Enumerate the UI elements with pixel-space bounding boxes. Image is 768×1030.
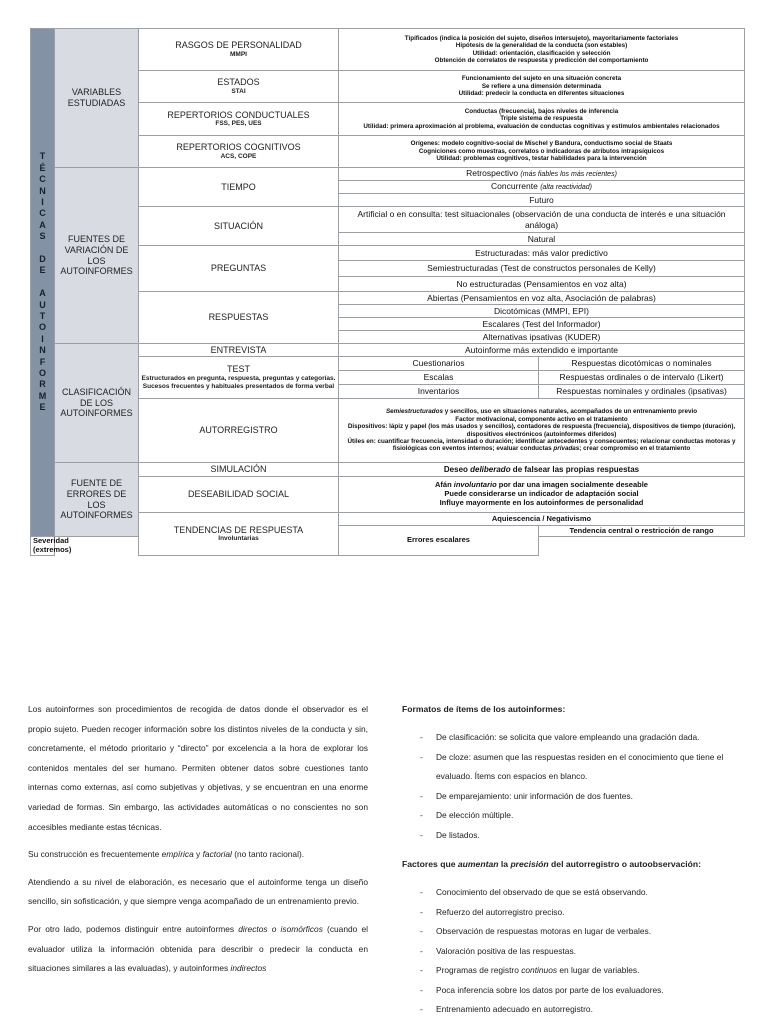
vertical-title-letter: A: [39, 288, 46, 299]
left-column-text: [28, 700, 368, 987]
vertical-title-letter: R: [39, 379, 46, 390]
summary-table-wrap: [30, 28, 744, 556]
subcat-respuestas: RESPUESTAS: [139, 292, 339, 344]
paragraph-4: Por otro lado, podemos distinguir entre autoinformes directos o isomórficos (cuando el evaluador utiliza la información obtenida para describir o predecir la conducta en situaciones similares a las evaluadas), y autoinformes indirectos: [28, 923, 368, 974]
value-resp-abiertas: Abiertas (Pensamientos en voz alta, Asociación de palabras): [339, 292, 745, 305]
row-deseabilidad: [31, 477, 745, 513]
vertical-title-letter: N: [39, 185, 46, 196]
vertical-title-letter: [41, 277, 44, 288]
list-item: - Conocimiento del observado de que se está observando.: [402, 883, 742, 903]
list-item: - Refuerzo del autorregistro preciso.: [402, 903, 742, 923]
list-item: - Programas de registro continuos en lugar de variables.: [402, 961, 742, 981]
subcat-tendencias: TENDENCIAS DE RESPUESTA Involuntarias: [139, 513, 339, 556]
value-inventarios-resp: Respuestas nominales y ordinales (ipsativas): [539, 385, 745, 399]
subcat-estados: ESTADOS STAI: [139, 71, 339, 103]
row-rep-conductuales: [31, 103, 745, 136]
subcat-deseabilidad: DESEABILIDAD SOCIAL: [139, 477, 339, 513]
subcat-simulacion: SIMULACIÓN: [139, 463, 339, 477]
list-item: - De cloze: asumen que las respuestas residen en el conocimiento que tiene el evaluado. Ítems con espacios en blanco.: [402, 748, 742, 787]
row-rep-cognitivos: [31, 136, 745, 168]
subcat-preguntas: PREGUNTAS: [139, 246, 339, 292]
value-preg-estructuradas: Estructuradas: más valor predictivo: [339, 246, 745, 261]
row-respuestas-1: [31, 292, 745, 305]
list-item: - De elección múltiple.: [402, 806, 742, 826]
subcat-rep-cognitivos: REPERTORIOS COGNITIVOS ACS, COPE: [139, 136, 339, 168]
list-item: - De listados.: [402, 826, 742, 846]
list-item: - Observación de respuestas motoras en lugar de verbales.: [402, 922, 742, 942]
subcat-test: TEST Estructurados en pregunta, respuesta, preguntas y categorías. Sucesos frecuentes y habituales presentados de forma verbal: [139, 357, 339, 399]
summary-table: [30, 28, 745, 556]
vertical-title: [31, 29, 55, 537]
right-column-text: [402, 700, 742, 1030]
vertical-title-letter: D: [39, 253, 46, 264]
paragraph-3: Atendiendo a su nivel de elaboración, es necesario que el autoinforme tenga un diseño sencillo, sin sofisticación, y que siempre venga acompañado de un entrenamiento previo.: [28, 876, 368, 907]
value-artificial: Artificial o en consulta: test situacionales (observación de una conducta de interés e una situación análoga): [339, 207, 745, 233]
vertical-title-letter: U: [39, 299, 46, 310]
row-situacion-1: [31, 207, 745, 233]
list-factores: [402, 883, 742, 1020]
vertical-title-letter: M: [38, 390, 47, 401]
value-preg-semiestructuradas: Semiestructuradas (Test de constructos personales de Kelly): [339, 261, 745, 277]
list-item: - Entrenamiento adecuado en autorregistro.: [402, 1000, 742, 1020]
value-natural: Natural: [339, 233, 745, 246]
subcat-autorregistro: AUTORREGISTRO: [139, 399, 339, 463]
vertical-title-letter: I: [41, 196, 44, 207]
heading-formatos: Formatos de ítems de los autoinformes:: [402, 704, 566, 714]
value-simulacion: Deseo deliberado de falsear las propias respuestas: [339, 463, 745, 477]
row-entrevista: [31, 344, 745, 357]
vertical-title-letter: [41, 243, 44, 254]
subcat-rep-conductuales: REPERTORIOS CONDUCTUALES FSS, PES, UES: [139, 103, 339, 136]
row-rasgos: [31, 29, 745, 71]
row-simulacion: [31, 463, 745, 477]
value-concurrente: Concurrente (alta reactividad): [339, 181, 745, 194]
value-escalas-resp: Respuestas ordinales o de intervalo (Likert): [539, 371, 745, 385]
vertical-title-letter: C: [39, 174, 46, 185]
value-preg-noestructuradas: No estructuradas (Pensamientos en voz alta): [339, 277, 745, 292]
value-futuro: Futuro: [339, 194, 745, 207]
row-test-1: [31, 357, 745, 371]
desc-rep-cognitivos: Orígenes: modelo cognitivo-social de Mischel y Bandura, conductismo social de Staats Cogniciones como muestras, correlatos o indicadoras de atributos intrapsíquicos Utilidad: problemas cognitivos, testar habilidades para la intervención: [339, 136, 745, 168]
value-resp-ipsativas: Alternativas ipsativas (KUDER): [339, 331, 745, 344]
vertical-title-letter: O: [38, 368, 46, 379]
subcat-situacion: SITUACIÓN: [139, 207, 339, 246]
vertical-title-letter: T: [39, 311, 46, 322]
list-formatos: [402, 728, 742, 845]
vertical-title-letter: E: [39, 402, 46, 413]
value-aquiescencia: Aquiescencia / Negativismo: [339, 513, 745, 526]
value-tendencia-central: Tendencia central o restricción de rango: [539, 526, 745, 537]
category-clasificacion: CLASIFICACIÓN DE LOS AUTOINFORMES: [55, 344, 139, 463]
subcat-rasgos: RASGOS DE PERSONALIDAD MMPI: [139, 29, 339, 71]
subcat-entrevista: ENTREVISTA: [139, 344, 339, 357]
vertical-title-letter: T: [39, 151, 46, 162]
value-entrevista: Autoinforme más extendido e importante: [339, 344, 745, 357]
category-errores: FUENTE DE ERRORES DE LOS AUTOINFORMES: [55, 463, 139, 537]
vertical-title-letter: É: [39, 162, 46, 173]
value-resp-escalares: Escalares (Test del Informador): [339, 318, 745, 331]
category-fuentes: FUENTES DE VARIACIÓN DE LOS AUTOINFORMES: [55, 168, 139, 344]
vertical-title-letter: C: [39, 208, 46, 219]
paragraph-2: Su construcción es frecuentemente empírica y factorial (no tanto racional).: [28, 849, 305, 860]
desc-estados: Funcionamiento del sujeto en una situación concreta Se refiere a una dimensión determinada Utilidad: predecir la conducta en diferentes situaciones: [339, 71, 745, 103]
row-autorregistro: [31, 399, 745, 463]
value-escalas: Escalas: [339, 371, 539, 385]
vertical-title-letter: E: [39, 265, 46, 276]
value-severidad: Severidad (extremos): [31, 537, 55, 556]
value-cuestionarios-resp: Respuestas dicotómicas o nominales: [539, 357, 745, 371]
desc-autorregistro: Semiestructurados y sencillos, uso en situaciones naturales, acompañados de un entrenamiento previo Factor motivacional, componente activo en el tratamiento Dispositivos: lápiz y papel (los más usados y sencillos), contadores de respuesta (frecuencia), dispositivos de tiempo (duración), dispositivos electrónicos (autoinformes diferidos) Útiles en: cuantificar frecuencia, intensidad o duración; identificar antecedentes y consecuentes; relacionar conductas motoras y fisiológicas con eventos internos; evaluar conductas privadas; crear compromiso en el tratamiento: [339, 399, 745, 463]
paragraph-1: Los autoinformes son procedimientos de recogida de datos donde el observador es el propio sujeto. Pueden recoger información sobre los distintos niveles de la conducta y sin, concretamente, el método prioritario y “directo” por excelencia a la hora de explorar los contenidos mentales del ser humano. Permiten obtener datos sobre cuestiones tanto internas como externas, así como subjetivas y objetivas, y se encuentran en una enorme variedad de formas. Sin embargo, las actividades automáticas o no conscientes no son accesibles mediante estas técnicas.: [28, 704, 368, 832]
vertical-title-letter: O: [38, 322, 46, 333]
value-resp-dicotomicas: Dicotómicas (MMPI, EPI): [339, 305, 745, 318]
value-inventarios: Inventarios: [339, 385, 539, 399]
row-tendencias-1: [31, 513, 745, 526]
desc-rasgos: Tipificados (indica la posición del sujeto, diseños intersujeto), mayoritariamente factoriales Hipótesis de la generalidad de la conducta (son estables) Utilidad: orientación, clasificación y selección Obtención de correlatos de respuesta y predicción del comportamiento: [339, 29, 745, 71]
desc-rep-conductuales: Conductas (frecuencia), bajos niveles de inferencia Triple sistema de respuesta Utilidad: primera aproximación al problema, evaluación de conductas cognitivas y estímulos ambientales relacionados: [339, 103, 745, 136]
list-item: - Poca inferencia sobre los datos por parte de los evaluadores.: [402, 981, 742, 1001]
heading-factores: Factores que aumentan la precisión del autorregistro o autoobservación:: [402, 859, 701, 869]
row-preguntas-1: [31, 246, 745, 261]
vertical-title-letter: N: [39, 345, 46, 356]
vertical-title-letter: I: [41, 333, 44, 344]
list-item: - De emparejamiento: unir información de dos fuentes.: [402, 787, 742, 807]
vertical-title-letter: A: [39, 219, 46, 230]
list-item: - Valoración positiva de las respuestas.: [402, 942, 742, 962]
list-item: - De clasificación: se solicita que valore empleando una gradación dada.: [402, 728, 742, 748]
value-cuestionarios: Cuestionarios: [339, 357, 539, 371]
row-tiempo-1: [31, 168, 745, 181]
value-retrospectivo: Retrospectivo (más fiables los más recientes): [339, 168, 745, 181]
desc-deseabilidad: Afán involuntario por dar una imagen socialmente deseable Puede considerarse un indicador de adaptación social Influye mayormente en los autoinformes de personalidad: [339, 477, 745, 513]
vertical-title-letter: F: [39, 356, 46, 367]
value-errores-escalares: Errores escalares: [339, 526, 539, 556]
vertical-title-letter: S: [39, 231, 46, 242]
subcat-tiempo: TIEMPO: [139, 168, 339, 207]
row-estados: [31, 71, 745, 103]
category-variables: VARIABLES ESTUDIADAS: [55, 29, 139, 168]
